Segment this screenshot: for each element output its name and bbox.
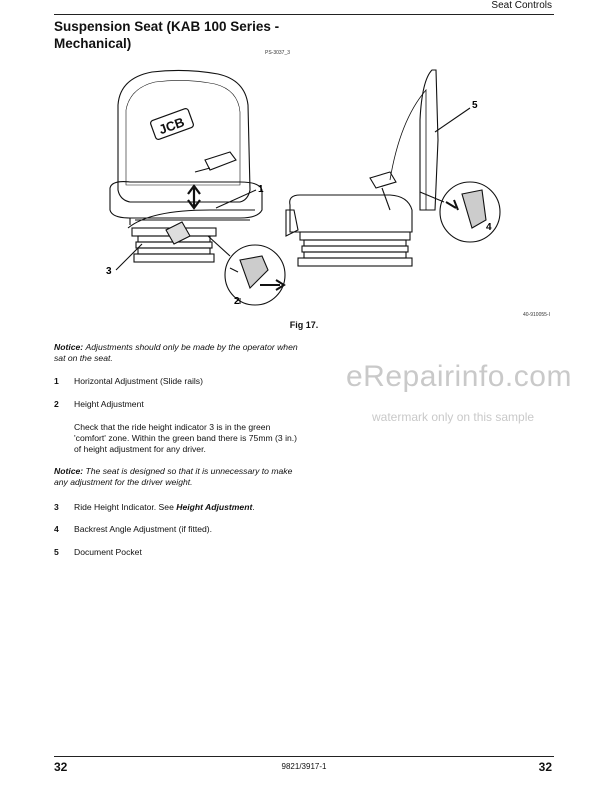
item-ride-height-indicator: Ride Height Indicator. See Height Adjustment. (74, 502, 255, 512)
item-number: 1 (54, 376, 59, 386)
watermark-site: eRepairinfo.com (346, 360, 572, 393)
item-number: 5 (54, 547, 59, 557)
item-horizontal-adjustment: Horizontal Adjustment (Slide rails) (74, 376, 203, 386)
item-backrest-angle: Backrest Angle Adjustment (if fitted). (74, 524, 213, 534)
page-title: Suspension Seat (KAB 100 Series - Mechanical) (54, 19, 280, 51)
figure-code-bottom: 40-910055-I (523, 312, 550, 318)
callout-5: 5 (472, 100, 478, 111)
item-height-adjustment: Height Adjustment (74, 399, 144, 409)
notice-adjustments (54, 342, 299, 364)
cross-reference-link: Height Adjustment (176, 502, 253, 512)
notice-text: Adjustments should only be made by the operator when sat on the seat. (54, 342, 298, 363)
cushion-front (110, 182, 262, 218)
figure-code-top: PS-3037_3 (265, 50, 291, 56)
callout-2: 2 (234, 296, 240, 307)
section-header: Seat Controls (491, 0, 552, 11)
seat-illustration (90, 60, 560, 315)
notice-text: The seat is designed so that it is unnecessary to make any adjustment for the driver weight. (54, 466, 293, 487)
document-code: 9821/3917-1 (281, 762, 327, 771)
notice-label: Notice: (54, 342, 84, 352)
item-number: 2 (54, 399, 59, 409)
notice-driver-weight (54, 466, 299, 488)
item-number: 4 (54, 524, 59, 534)
header-divider (54, 14, 554, 15)
watermark-note: watermark only on this sample (372, 410, 535, 424)
footer-divider (54, 756, 554, 757)
page-number-right: 32 (538, 760, 552, 774)
item-document-pocket: Document Pocket (74, 547, 142, 557)
height-detail-text: Check that the ride height indicator 3 is in the green 'comfort' zone. Within the green band there is 75mm (3 in.) of height adjustment for any driver. (74, 422, 298, 454)
callout-3: 3 (106, 266, 112, 277)
notice-label: Notice: (54, 466, 84, 476)
callout-1: 1 (258, 184, 264, 195)
jcb-logo-icon (150, 108, 194, 140)
logo-text: JCB (156, 114, 187, 138)
page-number-left: 32 (54, 760, 68, 774)
cushion-side (290, 195, 412, 232)
backrest-side (420, 70, 438, 210)
item-number: 3 (54, 502, 59, 512)
figure-caption: Fig 17. (289, 320, 319, 330)
callout-4: 4 (486, 222, 492, 233)
